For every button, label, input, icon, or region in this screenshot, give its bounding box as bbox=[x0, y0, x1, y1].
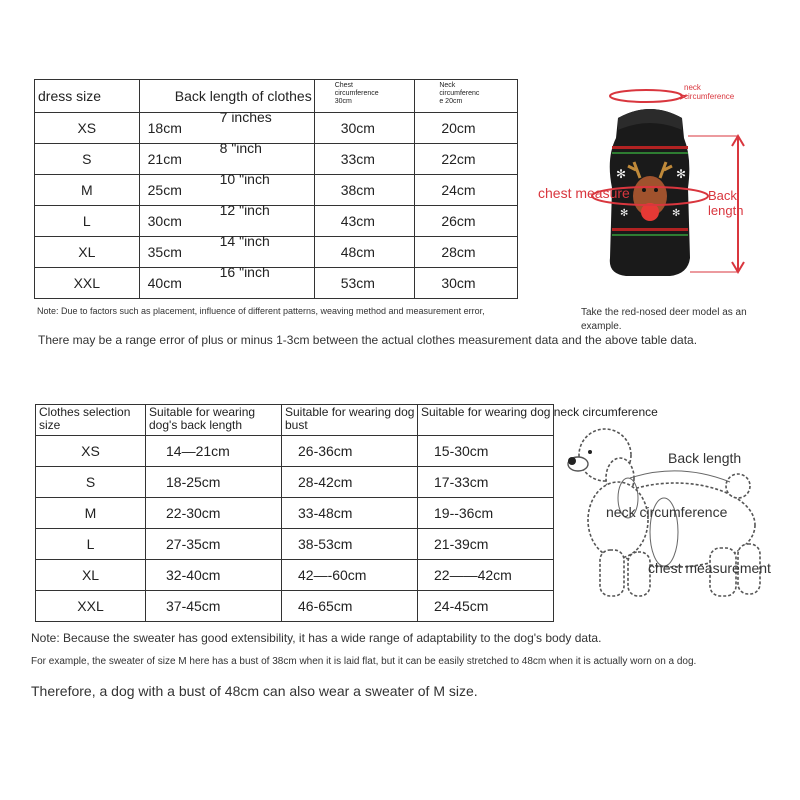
table-row bbox=[36, 467, 554, 498]
neck-cell: 22cm bbox=[415, 144, 518, 175]
bust-cell: 33-48cm bbox=[282, 498, 418, 529]
range-error-note: There may be a range error of plus or minus 1-3cm between the actual clothes measurement data and the above table data. bbox=[38, 333, 698, 347]
table-row bbox=[35, 113, 518, 144]
table-row bbox=[35, 268, 518, 299]
header-neck: Neck circumferenc e 20cm bbox=[415, 80, 518, 113]
table-row bbox=[35, 206, 518, 237]
size-cell: M bbox=[36, 498, 146, 529]
dog-neck-circumference-label: neck circumference bbox=[606, 504, 728, 520]
table-row bbox=[36, 529, 554, 560]
back-length-cell: 22-30cm bbox=[146, 498, 282, 529]
table-row bbox=[35, 144, 518, 175]
back-length-cell: 30cm 12 "inch bbox=[139, 206, 314, 237]
dog-chest-measurement-label: chest measurement bbox=[648, 560, 771, 576]
conclusion-note: Therefore, a dog with a bust of 48cm can also wear a sweater of M size. bbox=[31, 683, 478, 699]
neck-cell: 17-33cm bbox=[418, 467, 554, 498]
size-cell: XXL bbox=[36, 591, 146, 622]
size-cell: S bbox=[35, 144, 140, 175]
header-clothes-size: Clothes selection size bbox=[36, 405, 146, 436]
chest-cell: 53cm bbox=[314, 268, 415, 299]
neck-cell: 20cm bbox=[415, 113, 518, 144]
table-row bbox=[36, 591, 554, 622]
table-row bbox=[35, 237, 518, 268]
back-length-cell: 32-40cm bbox=[146, 560, 282, 591]
header-chest: Chest circumference 30cm bbox=[314, 80, 415, 113]
size-cell: M bbox=[35, 175, 140, 206]
extensibility-note: Note: Because the sweater has good extensibility, it has a wide range of adaptability to the dog's body data. bbox=[31, 631, 602, 645]
neck-cell: 28cm bbox=[415, 237, 518, 268]
table-row bbox=[35, 175, 518, 206]
neck-cell: 24-45cm bbox=[418, 591, 554, 622]
size-cell: L bbox=[36, 529, 146, 560]
size-cell: XXL bbox=[35, 268, 140, 299]
example-note: For example, the sweater of size M here has a bust of 38cm when it is laid flat, but it can be easily stretched to 48cm when it is actually worn on a dog. bbox=[31, 656, 697, 667]
neck-cell: 22——42cm bbox=[418, 560, 554, 591]
neck-cell: 19--36cm bbox=[418, 498, 554, 529]
table-header-row bbox=[35, 80, 518, 113]
neck-circumference-label: neck circumference bbox=[684, 83, 735, 101]
neck-cell: 30cm bbox=[415, 268, 518, 299]
svg-text:✻: ✻ bbox=[620, 208, 629, 219]
back-length-cell: 21cm 8 "inch bbox=[139, 144, 314, 175]
table-row bbox=[36, 560, 554, 591]
sweater-figure bbox=[530, 78, 790, 308]
back-length-cell: 35cm 14 "inch bbox=[139, 237, 314, 268]
size-cell: S bbox=[36, 467, 146, 498]
chest-measure-label: chest measure bbox=[538, 185, 630, 201]
chest-cell: 33cm bbox=[314, 144, 415, 175]
back-length-cell: 25cm 10 "inch bbox=[139, 175, 314, 206]
back-length-cell: 37-45cm bbox=[146, 591, 282, 622]
dog-back-length-label: Back length bbox=[668, 450, 742, 466]
svg-text:✻: ✻ bbox=[676, 167, 687, 181]
sweater-figure-caption: Take the red-nosed deer model as an example. bbox=[581, 307, 747, 332]
back-length-cell: 18cm 7 inches bbox=[139, 113, 314, 144]
header-dog-neck: Suitable for wearing dog neck circumference bbox=[418, 405, 554, 436]
table-row bbox=[36, 498, 554, 529]
bust-cell: 42—-60cm bbox=[282, 560, 418, 591]
back-length-label: Back length bbox=[708, 188, 744, 218]
chest-cell: 38cm bbox=[314, 175, 415, 206]
size-cell: XS bbox=[36, 436, 146, 467]
header-dog-bust: Suitable for wearing dog bust bbox=[282, 405, 418, 436]
chest-cell: 48cm bbox=[314, 237, 415, 268]
back-length-cell: 18-25cm bbox=[146, 467, 282, 498]
back-length-cell: 40cm 16 "inch bbox=[139, 268, 314, 299]
dog-figure bbox=[560, 420, 795, 610]
bust-cell: 28-42cm bbox=[282, 467, 418, 498]
chest-cell: 43cm bbox=[314, 206, 415, 237]
header-dress-size: dress size bbox=[35, 80, 140, 113]
back-length-cell: 27-35cm bbox=[146, 529, 282, 560]
header-back-length: Back length of clothes bbox=[139, 80, 314, 113]
size-cell: XL bbox=[35, 237, 140, 268]
neck-cell: 26cm bbox=[415, 206, 518, 237]
header-dog-back-length: Suitable for wearing dog's back length bbox=[146, 405, 282, 436]
neck-cell: 21-39cm bbox=[418, 529, 554, 560]
size-cell: XL bbox=[36, 560, 146, 591]
size-cell: L bbox=[35, 206, 140, 237]
table-row bbox=[36, 436, 554, 467]
neck-cell: 24cm bbox=[415, 175, 518, 206]
size-chart-table bbox=[34, 79, 518, 299]
svg-text:✻: ✻ bbox=[672, 208, 681, 219]
table-header-row bbox=[36, 405, 554, 436]
size-cell: XS bbox=[35, 113, 140, 144]
bust-cell: 46-65cm bbox=[282, 591, 418, 622]
neck-cell: 15-30cm bbox=[418, 436, 554, 467]
bust-cell: 38-53cm bbox=[282, 529, 418, 560]
dog-fit-table bbox=[35, 404, 658, 622]
measurement-error-note: Note: Due to factors such as placement, influence of different patterns, weaving method and measurement error, bbox=[37, 306, 485, 316]
chest-cell: 30cm bbox=[314, 113, 415, 144]
back-length-cell: 14—21cm bbox=[146, 436, 282, 467]
svg-text:✻: ✻ bbox=[616, 167, 627, 181]
bust-cell: 26-36cm bbox=[282, 436, 418, 467]
